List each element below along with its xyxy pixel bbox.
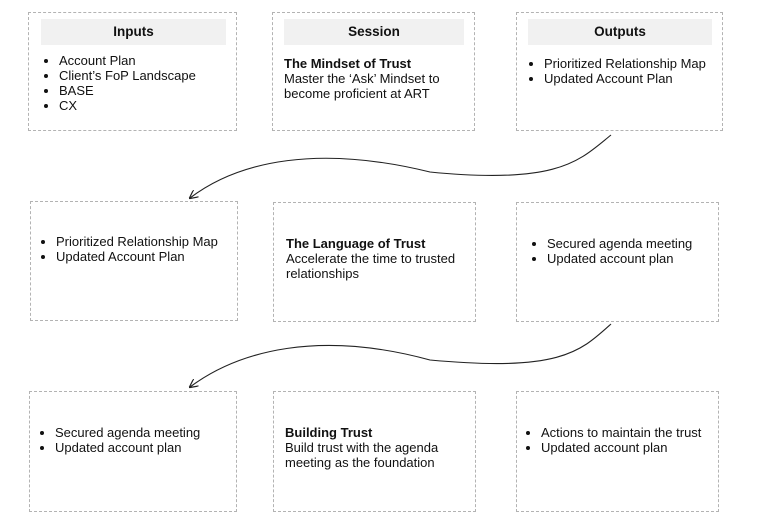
session-text-row3 (285, 425, 465, 470)
inputs-box-row2 (30, 201, 238, 321)
session-description: Master the ‘Ask’ Mindset to become proficient at ART (284, 71, 440, 101)
arrow-row1-to-row2 (190, 135, 611, 198)
session-box-row1 (272, 12, 475, 131)
inputs-header: Inputs (41, 19, 226, 45)
list-item: • Updated account plan (547, 251, 692, 266)
list-item: • Updated account plan (541, 440, 701, 455)
list-item: • Updated account plan (55, 440, 200, 455)
outputs-list-row2 (532, 236, 692, 266)
list-item: • Prioritized Relationship Map (544, 56, 706, 71)
session-title: Building Trust (285, 425, 373, 440)
list-item: • Updated Account Plan (544, 71, 706, 86)
list-item: • Client’s FoP Landscape (59, 68, 196, 83)
session-text-row2 (286, 236, 471, 281)
list-item: • Account Plan (59, 53, 196, 68)
session-text-row1 (284, 56, 464, 101)
session-description: Build trust with the agenda meeting as the foundation (285, 440, 439, 470)
outputs-box-row1 (516, 12, 723, 131)
list-item: • CX (59, 98, 196, 113)
inputs-list-row2 (41, 234, 218, 264)
list-item: • Actions to maintain the trust (541, 425, 701, 440)
session-box-row2 (273, 202, 476, 322)
inputs-box-row3 (29, 391, 237, 512)
outputs-box-row2 (516, 202, 719, 322)
session-header: Session (284, 19, 464, 45)
session-title: The Language of Trust (286, 236, 426, 251)
outputs-box-row3 (516, 391, 719, 512)
outputs-header: Outputs (528, 19, 712, 45)
inputs-box-row1 (28, 12, 237, 131)
outputs-list-row3 (526, 425, 701, 455)
session-title: The Mindset of Trust (284, 56, 412, 71)
arrow-row2-to-row3 (190, 324, 611, 387)
session-description: Accelerate the time to trusted relationships (286, 251, 456, 281)
session-box-row3 (273, 391, 476, 512)
list-item: • Secured agenda meeting (55, 425, 200, 440)
list-item: • Prioritized Relationship Map (56, 234, 218, 249)
list-item: • Secured agenda meeting (547, 236, 692, 251)
inputs-list-row3 (40, 425, 200, 455)
list-item: • BASE (59, 83, 196, 98)
inputs-list-row1 (44, 53, 196, 113)
outputs-list-row1 (529, 56, 706, 86)
list-item: • Updated Account Plan (56, 249, 218, 264)
